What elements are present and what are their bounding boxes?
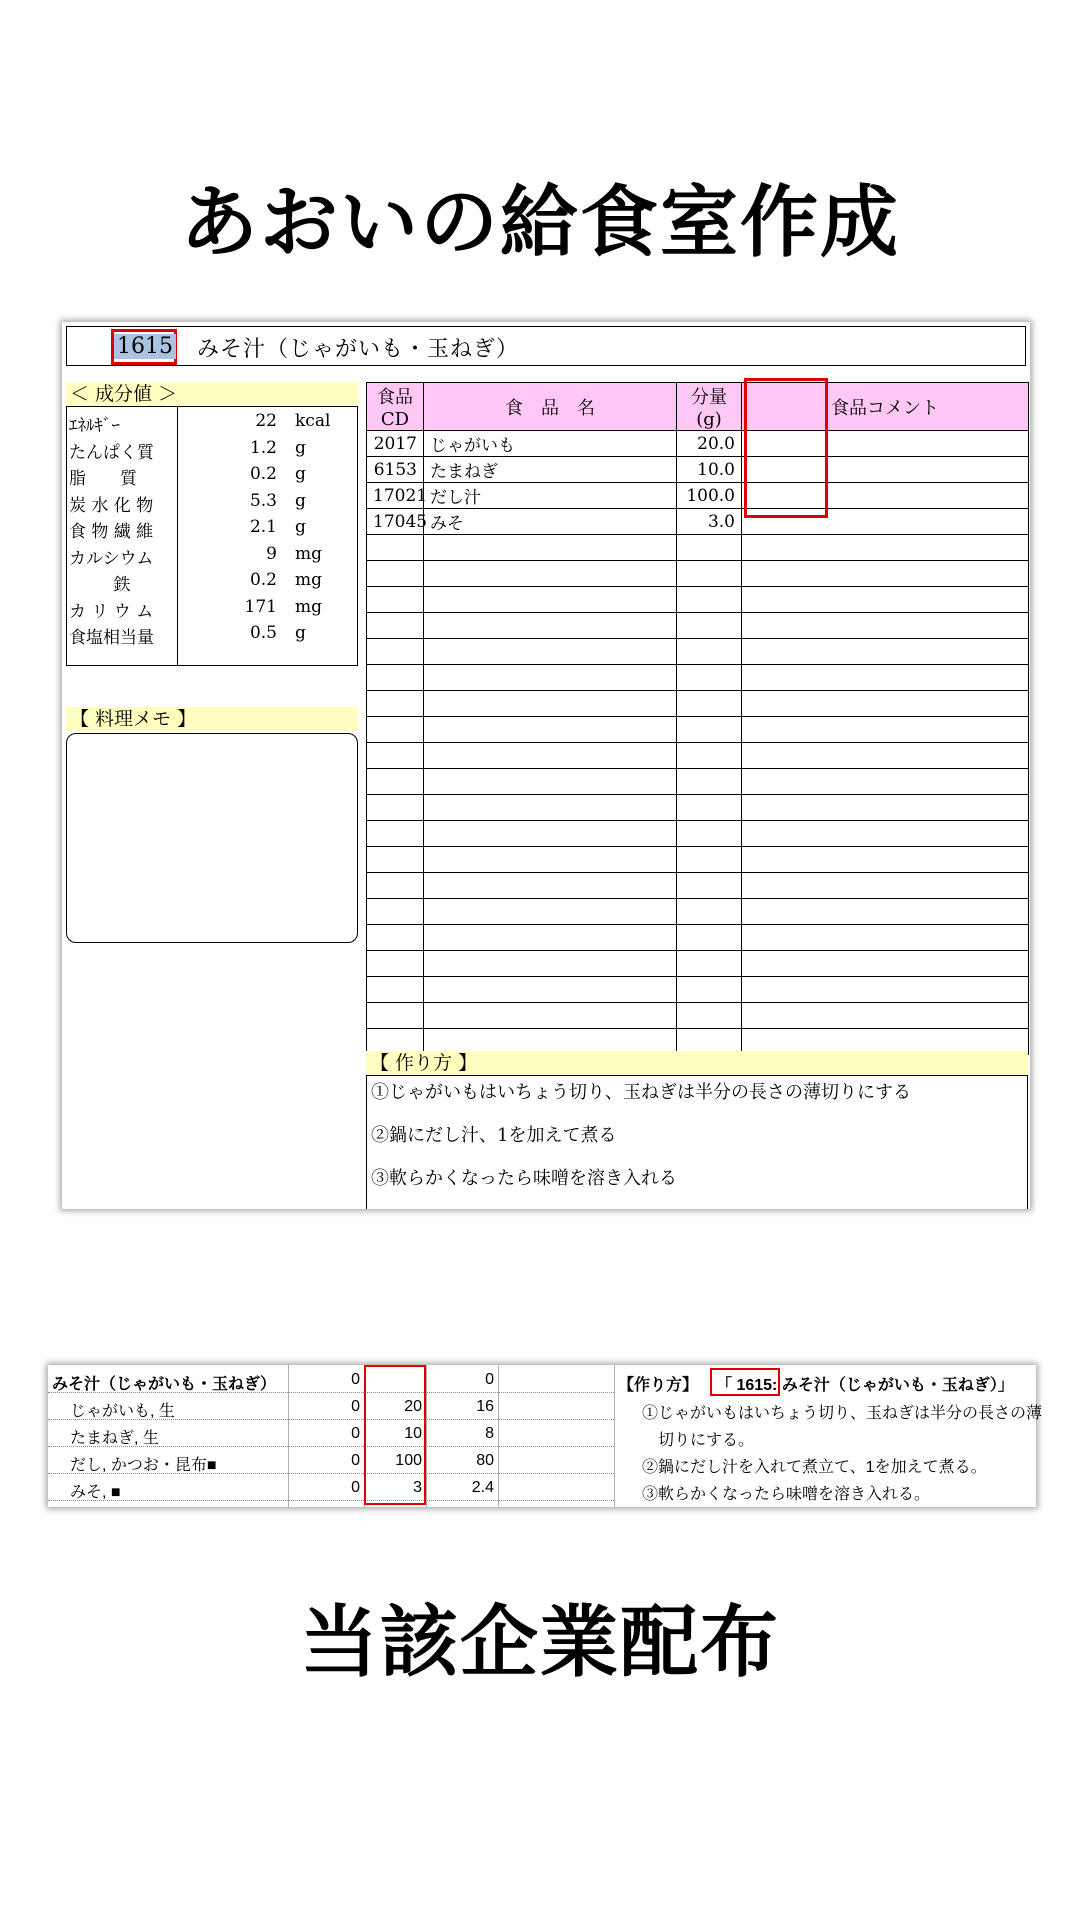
ingredient-row[interactable] bbox=[367, 483, 1029, 509]
quantity-cell: 8 bbox=[485, 1425, 494, 1442]
food-name: じゃがいも, 生 bbox=[70, 1403, 175, 1420]
empty-cell bbox=[677, 639, 742, 665]
quantity-cell: 3 bbox=[413, 1479, 422, 1496]
empty-cell bbox=[367, 795, 424, 821]
empty-cell bbox=[367, 665, 424, 691]
food-name: たまねぎ bbox=[424, 457, 677, 483]
empty-cell bbox=[677, 743, 742, 769]
empty-cell bbox=[424, 535, 677, 561]
nutrient-value: 5.3 bbox=[249, 490, 277, 511]
header-amount: 分量(g) bbox=[677, 383, 742, 431]
empty-cell bbox=[677, 795, 742, 821]
empty-cell bbox=[742, 821, 1029, 847]
nutrient-unit: g bbox=[295, 490, 306, 511]
empty-cell bbox=[742, 561, 1029, 587]
empty-ingredient-row[interactable] bbox=[367, 535, 1029, 561]
nutrition-table bbox=[66, 406, 358, 666]
food-code: 6153 bbox=[367, 457, 424, 483]
empty-cell bbox=[677, 535, 742, 561]
nutrient-name: たんぱく質 bbox=[69, 442, 154, 463]
method-step: ③軟らかくなったら味噌を溶き入れる bbox=[371, 1168, 677, 1189]
food-amount: 10.0 bbox=[677, 457, 742, 483]
empty-cell bbox=[742, 613, 1029, 639]
nutrition-row bbox=[67, 542, 357, 568]
nutrient-value: 22 bbox=[255, 411, 277, 431]
empty-cell bbox=[424, 613, 677, 639]
nutrient-value: 2.1 bbox=[249, 517, 277, 537]
empty-cell bbox=[424, 587, 677, 613]
empty-cell bbox=[677, 899, 742, 925]
nutrient-value: 0.2 bbox=[249, 464, 277, 484]
nutrition-row bbox=[67, 568, 357, 594]
empty-cell bbox=[367, 769, 424, 795]
empty-cell bbox=[367, 535, 424, 561]
quantity-cell: 80 bbox=[476, 1452, 494, 1469]
empty-cell bbox=[424, 899, 677, 925]
empty-cell bbox=[677, 769, 742, 795]
header-food-name: 食 品 名 bbox=[424, 383, 677, 431]
empty-cell bbox=[424, 691, 677, 717]
column-divider bbox=[288, 1365, 289, 1507]
method-line: ③軟らかくなったら味噌を溶き入れる。 bbox=[642, 1486, 931, 1503]
empty-ingredient-row[interactable] bbox=[367, 769, 1029, 795]
empty-cell bbox=[742, 743, 1029, 769]
empty-cell bbox=[742, 847, 1029, 873]
nutrient-value: 0.2 bbox=[249, 570, 277, 590]
empty-cell bbox=[367, 717, 424, 743]
empty-ingredient-row[interactable] bbox=[367, 977, 1029, 1003]
empty-cell bbox=[424, 977, 677, 1003]
empty-cell bbox=[367, 951, 424, 977]
method-label: 【作り方】 bbox=[618, 1377, 699, 1394]
empty-cell bbox=[424, 821, 677, 847]
empty-cell bbox=[367, 1003, 424, 1029]
empty-ingredient-row[interactable] bbox=[367, 665, 1029, 691]
empty-ingredient-row[interactable] bbox=[367, 639, 1029, 665]
recipe-name: みそ汁（じゃがいも・玉ねぎ） bbox=[197, 337, 520, 362]
nutrient-value: 171 bbox=[244, 596, 277, 617]
empty-cell bbox=[424, 665, 677, 691]
empty-cell bbox=[742, 899, 1029, 925]
food-name: みそ汁（じゃがいも・玉ねぎ） bbox=[52, 1376, 277, 1393]
empty-ingredient-row[interactable] bbox=[367, 587, 1029, 613]
empty-cell bbox=[424, 1003, 677, 1029]
row-divider bbox=[48, 1500, 614, 1501]
nutrition-row bbox=[67, 462, 357, 488]
nutrition-row bbox=[67, 489, 357, 515]
nutrition-label: ＜ 成分値 ＞ bbox=[66, 382, 358, 406]
empty-cell bbox=[424, 873, 677, 899]
quantity-cell: 0 bbox=[351, 1452, 360, 1469]
memo-label: 【 料理メモ 】 bbox=[66, 707, 358, 731]
food-amount: 3.0 bbox=[677, 509, 742, 535]
method-title: 「 1615: みそ汁（じゃがいも・玉ねぎ）」 bbox=[716, 1377, 1014, 1394]
nutrition-row bbox=[67, 515, 357, 541]
nutrient-name: 食塩相当量 bbox=[69, 628, 154, 648]
memo-box[interactable] bbox=[66, 733, 358, 943]
nutrient-unit: mg bbox=[295, 596, 323, 617]
ingredient-row[interactable] bbox=[367, 457, 1029, 483]
nutrient-value: 0.5 bbox=[249, 623, 277, 643]
empty-cell bbox=[424, 717, 677, 743]
empty-cell bbox=[677, 847, 742, 873]
ingredient-row[interactable] bbox=[367, 509, 1029, 535]
nutrient-value: 9 bbox=[266, 543, 277, 564]
food-name: みそ bbox=[424, 509, 677, 535]
nutrient-unit: mg bbox=[295, 543, 323, 564]
quantity-cell: 0 bbox=[351, 1425, 360, 1442]
food-comment bbox=[742, 483, 1029, 509]
food-code: 2017 bbox=[367, 431, 424, 457]
empty-cell bbox=[677, 951, 742, 977]
empty-ingredient-row[interactable] bbox=[367, 899, 1029, 925]
column-divider bbox=[426, 1365, 427, 1507]
food-comment bbox=[742, 509, 1029, 535]
empty-ingredient-row[interactable] bbox=[367, 717, 1029, 743]
empty-cell bbox=[367, 691, 424, 717]
empty-cell bbox=[742, 977, 1029, 1003]
food-amount: 20.0 bbox=[677, 431, 742, 457]
empty-cell bbox=[424, 743, 677, 769]
nutrient-unit: g bbox=[295, 464, 306, 484]
column-divider bbox=[614, 1365, 615, 1507]
empty-cell bbox=[742, 873, 1029, 899]
company-sheet bbox=[48, 1365, 1043, 1507]
empty-cell bbox=[677, 613, 742, 639]
empty-cell bbox=[742, 639, 1029, 665]
empty-cell bbox=[424, 639, 677, 665]
empty-cell bbox=[677, 821, 742, 847]
empty-cell bbox=[367, 561, 424, 587]
empty-ingredient-row[interactable] bbox=[367, 925, 1029, 951]
nutrition-row bbox=[67, 595, 357, 621]
empty-cell bbox=[677, 1003, 742, 1029]
nutrient-name: カルシウム bbox=[69, 548, 154, 569]
quantity-cell: 100 bbox=[395, 1452, 422, 1469]
method-label: 【 作り方 】 bbox=[366, 1051, 1028, 1075]
nutrient-unit: mg bbox=[295, 570, 323, 590]
empty-cell bbox=[742, 691, 1029, 717]
empty-cell bbox=[367, 639, 424, 665]
food-code: 17021 bbox=[367, 483, 424, 509]
page-title: あおいの給食室作成 bbox=[179, 177, 900, 268]
empty-ingredient-row[interactable] bbox=[367, 873, 1029, 899]
empty-ingredient-row[interactable] bbox=[367, 847, 1029, 873]
empty-ingredient-row[interactable] bbox=[367, 743, 1029, 769]
distribution-title: 当該企業配布 bbox=[299, 1597, 780, 1688]
food-name: じゃがいも bbox=[424, 431, 677, 457]
quantity-cell: 10 bbox=[404, 1425, 422, 1442]
nutrient-name: 鉄 bbox=[113, 575, 131, 595]
empty-cell bbox=[742, 535, 1029, 561]
nutrient-name: 脂 質 bbox=[69, 469, 137, 489]
empty-ingredient-row[interactable] bbox=[367, 691, 1029, 717]
nutrient-name: 食 物 繊 維 bbox=[69, 522, 154, 542]
empty-cell bbox=[742, 795, 1029, 821]
empty-cell bbox=[677, 717, 742, 743]
food-name: だし汁 bbox=[424, 483, 677, 509]
method-step: ②鍋にだし汁、1を加えて煮る bbox=[371, 1125, 617, 1146]
quantity-cell: 0 bbox=[351, 1371, 360, 1388]
method-box bbox=[366, 1075, 1028, 1209]
empty-cell bbox=[367, 821, 424, 847]
empty-cell bbox=[677, 873, 742, 899]
quantity-cell: 0 bbox=[485, 1371, 494, 1388]
empty-cell bbox=[677, 691, 742, 717]
food-name: たまねぎ, 生 bbox=[70, 1430, 159, 1447]
empty-ingredient-row[interactable] bbox=[367, 795, 1029, 821]
method-line: ①じゃがいもはいちょう切り、玉ねぎは半分の長さの薄 bbox=[642, 1405, 1043, 1422]
empty-ingredient-row[interactable] bbox=[367, 1003, 1029, 1029]
nutrition-row bbox=[67, 436, 357, 462]
nutrient-unit: g bbox=[295, 623, 306, 643]
empty-ingredient-row[interactable] bbox=[367, 821, 1029, 847]
nutrition-row bbox=[67, 409, 357, 435]
empty-cell bbox=[424, 795, 677, 821]
recipe-sheet bbox=[62, 322, 1030, 1209]
method-line: ②鍋にだし汁を入れて煮立て、1を加えて煮る。 bbox=[642, 1459, 987, 1476]
recipe-name-box bbox=[66, 326, 1026, 366]
empty-ingredient-row[interactable] bbox=[367, 613, 1029, 639]
empty-cell bbox=[367, 743, 424, 769]
empty-cell bbox=[677, 925, 742, 951]
method-step: ①じゃがいもはいちょう切り、玉ねぎは半分の長さの薄切りにする bbox=[371, 1082, 911, 1103]
food-amount: 100.0 bbox=[677, 483, 742, 509]
nutrient-unit: kcal bbox=[295, 411, 331, 431]
empty-cell bbox=[424, 769, 677, 795]
ingredient-row[interactable] bbox=[367, 431, 1029, 457]
quantity-cell: 0 bbox=[351, 1398, 360, 1415]
empty-cell bbox=[367, 925, 424, 951]
food-name: だし, かつお・昆布■ bbox=[70, 1457, 217, 1474]
nutrient-unit: g bbox=[295, 437, 306, 458]
nutrient-unit: g bbox=[295, 517, 306, 537]
empty-cell bbox=[424, 951, 677, 977]
empty-cell bbox=[677, 587, 742, 613]
header-comment: 食品コメント bbox=[742, 383, 1029, 431]
food-comment bbox=[742, 457, 1029, 483]
empty-cell bbox=[424, 847, 677, 873]
empty-cell bbox=[742, 587, 1029, 613]
empty-cell bbox=[367, 899, 424, 925]
food-comment bbox=[742, 431, 1029, 457]
recipe-code-cell[interactable] bbox=[111, 329, 177, 365]
column-divider bbox=[498, 1365, 499, 1507]
column-divider bbox=[364, 1365, 365, 1507]
empty-cell bbox=[742, 769, 1029, 795]
empty-cell bbox=[677, 665, 742, 691]
nutrient-value: 1.2 bbox=[249, 437, 277, 458]
empty-cell bbox=[424, 925, 677, 951]
nutrient-name: カ リ ウ ム bbox=[69, 601, 154, 622]
nutrition-row bbox=[67, 621, 357, 647]
nutrient-name: ｴﾈﾙｷﾞｰ bbox=[69, 416, 120, 436]
empty-cell bbox=[367, 613, 424, 639]
empty-cell bbox=[677, 561, 742, 587]
empty-cell bbox=[742, 951, 1029, 977]
header-food-code: 食品CD bbox=[367, 383, 424, 431]
empty-ingredient-row[interactable] bbox=[367, 561, 1029, 587]
food-code: 17045 bbox=[367, 509, 424, 535]
food-name: みそ, ■ bbox=[70, 1484, 121, 1501]
empty-cell bbox=[367, 977, 424, 1003]
empty-cell bbox=[367, 847, 424, 873]
empty-cell bbox=[424, 561, 677, 587]
ingredient-table bbox=[366, 382, 1029, 1055]
empty-cell bbox=[677, 977, 742, 1003]
empty-cell bbox=[367, 873, 424, 899]
quantity-cell: 2.4 bbox=[471, 1479, 494, 1496]
empty-cell bbox=[742, 1003, 1029, 1029]
empty-cell bbox=[742, 665, 1029, 691]
empty-cell bbox=[742, 925, 1029, 951]
empty-cell bbox=[742, 717, 1029, 743]
recipe-code: 1615 bbox=[114, 334, 176, 359]
quantity-cell: 16 bbox=[476, 1398, 494, 1415]
quantity-cell: 0 bbox=[351, 1479, 360, 1496]
nutrient-name: 炭 水 化 物 bbox=[69, 495, 154, 516]
empty-cell bbox=[367, 587, 424, 613]
method-line: 切りにする。 bbox=[658, 1432, 755, 1449]
quantity-cell: 20 bbox=[404, 1398, 422, 1415]
empty-ingredient-row[interactable] bbox=[367, 951, 1029, 977]
